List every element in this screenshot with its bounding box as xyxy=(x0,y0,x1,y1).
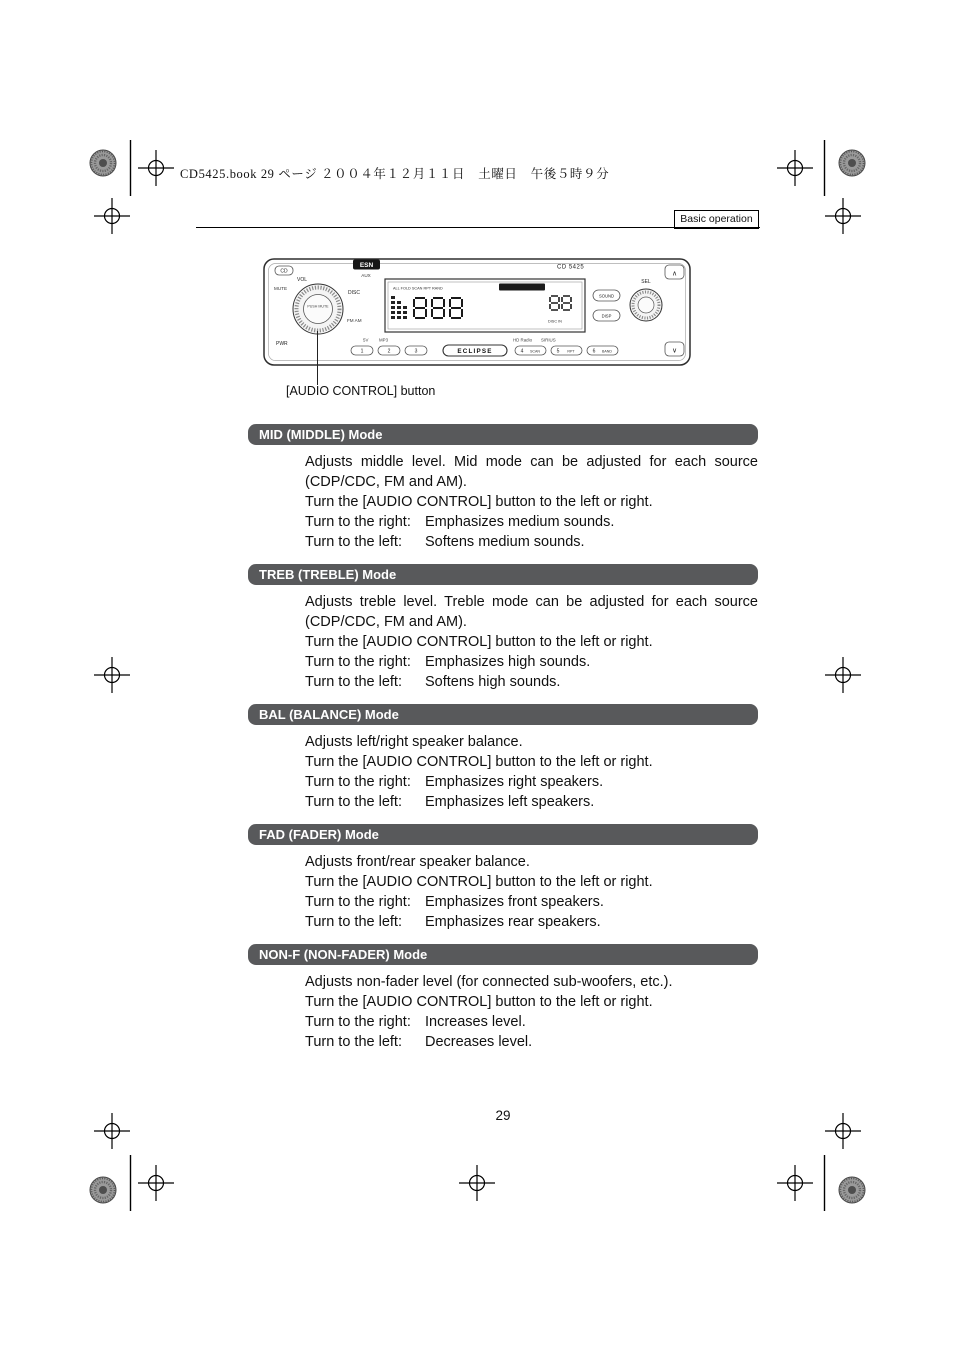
section-bal xyxy=(248,704,758,812)
header-rule xyxy=(196,227,760,228)
section-intro: Adjusts middle level. Mid mode can be adjusted for each source (CDP/CDC, FM and AM). xyxy=(305,454,758,490)
display-status-labels: ALL FOLD SCAN RPT RAND xyxy=(393,286,443,291)
preset-2: 2 xyxy=(387,348,391,355)
section-body xyxy=(305,972,758,1052)
crosshair-mark xyxy=(825,198,861,234)
section-title: MID (MIDDLE) Mode xyxy=(259,427,383,442)
section-intro: Adjusts treble level. Treble mode can be adjusted for each source (CDP/CDC, FM and AM). xyxy=(305,594,758,630)
turn-left-label: Turn to the left: xyxy=(305,794,402,810)
turn-right-text: Emphasizes medium sounds. xyxy=(425,514,615,530)
section-instruction: Turn the [AUDIO CONTROL] button to the left or right. xyxy=(305,494,653,510)
chevron-down-icon: ∨ xyxy=(671,347,678,355)
badge-mp3: MP3 xyxy=(379,337,389,343)
section-intro: Adjusts non-fader level (for connected sub-woofers, etc.). xyxy=(305,974,673,990)
section-heading xyxy=(248,824,758,845)
section-heading xyxy=(248,424,758,445)
preset-1: 1 xyxy=(360,348,364,355)
turn-left-label: Turn to the left: xyxy=(305,1034,402,1050)
section-fad xyxy=(248,824,758,932)
turn-left-row xyxy=(305,912,758,932)
turn-left-text: Softens high sounds. xyxy=(425,674,561,690)
turn-right-label: Turn to the right: xyxy=(305,514,411,530)
halftone-mark xyxy=(839,1177,865,1203)
section-body xyxy=(305,592,758,692)
turn-right-text: Emphasizes high sounds. xyxy=(425,654,591,670)
sel-label: SEL xyxy=(641,279,651,285)
crosshair-mark xyxy=(138,1165,174,1201)
section-intro: Adjusts left/right speaker balance. xyxy=(305,734,523,750)
turn-left-row xyxy=(305,1032,758,1052)
turn-left-row xyxy=(305,672,758,692)
turn-right-label: Turn to the right: xyxy=(305,774,411,790)
display-status-badge xyxy=(499,284,545,291)
disp-label: DISP xyxy=(601,313,612,319)
section-intro: Adjusts front/rear speaker balance. xyxy=(305,854,530,870)
esn-label: ESN xyxy=(359,262,374,270)
eclipse-logo: ECLIPSE xyxy=(457,348,493,356)
crosshair-mark xyxy=(94,198,130,234)
turn-right-row xyxy=(305,772,758,792)
turn-left-row xyxy=(305,532,758,552)
turn-left-label: Turn to the left: xyxy=(305,534,402,550)
stereo-illustration xyxy=(263,252,691,372)
badge-hd-radio: HD Radio xyxy=(513,337,533,343)
turn-left-text: Emphasizes left speakers. xyxy=(425,794,595,810)
halftone-mark xyxy=(90,150,116,176)
preset-6: 6 xyxy=(592,348,596,355)
section-heading xyxy=(248,944,758,965)
halftone-mark xyxy=(839,150,865,176)
vol-label: VOL xyxy=(297,277,308,283)
stereo-faceplate xyxy=(263,252,691,372)
crosshair-mark xyxy=(94,1113,130,1149)
model-label: CD 5425 xyxy=(557,264,585,271)
turn-right-label: Turn to the right: xyxy=(305,654,411,670)
section-title: TREB (TREBLE) Mode xyxy=(259,567,397,582)
section-heading xyxy=(248,564,758,585)
audio-control-caption: [AUDIO CONTROL] button xyxy=(286,384,436,398)
section-title: BAL (BALANCE) Mode xyxy=(259,707,399,722)
crosshair-mark xyxy=(825,657,861,693)
band-label: BAND xyxy=(602,349,612,354)
badge-sirius: SIRIUS xyxy=(541,337,556,343)
section-mid xyxy=(248,424,758,552)
turn-right-row xyxy=(305,512,758,532)
turn-right-row xyxy=(305,1012,758,1032)
rpt-label: RPT xyxy=(567,349,575,354)
crosshair-mark xyxy=(94,657,130,693)
section-instruction: Turn the [AUDIO CONTROL] button to the left or right. xyxy=(305,994,653,1010)
turn-right-text: Emphasizes front speakers. xyxy=(425,894,604,910)
crosshair-mark xyxy=(825,1113,861,1149)
turn-right-row xyxy=(305,652,758,672)
lcd-display xyxy=(385,279,585,332)
crosshair-mark xyxy=(138,150,174,186)
audio-control-knob xyxy=(293,284,343,334)
section-title: FAD (FADER) Mode xyxy=(259,827,379,842)
section-body xyxy=(305,452,758,552)
disc-in-label: DISC IN xyxy=(548,319,562,324)
turn-right-text: Increases level. xyxy=(425,1014,526,1030)
content-column xyxy=(248,424,758,1064)
halftone-mark xyxy=(90,1177,116,1203)
badge-5v: 5V xyxy=(363,337,369,343)
esn-logo xyxy=(353,260,380,270)
sound-label: SOUND xyxy=(598,293,615,299)
pwr-label: PWR xyxy=(276,341,288,347)
section-instruction: Turn the [AUDIO CONTROL] button to the left or right. xyxy=(305,754,653,770)
turn-right-row xyxy=(305,892,758,912)
push-mute-label: PUSH MUTE xyxy=(307,304,329,309)
turn-right-label: Turn to the right: xyxy=(305,894,411,910)
fm-am-label: FM AM xyxy=(347,318,362,323)
turn-right-label: Turn to the right: xyxy=(305,1014,411,1030)
chapter-label: Basic operation xyxy=(674,210,759,229)
caption-leader-line xyxy=(317,331,318,385)
turn-left-label: Turn to the left: xyxy=(305,674,402,690)
preset-4: 4 xyxy=(520,348,524,355)
preset-3: 3 xyxy=(414,348,418,355)
turn-left-text: Softens medium sounds. xyxy=(425,534,585,550)
scan-label: SCAN xyxy=(530,349,540,354)
chevron-up-icon: ∧ xyxy=(671,270,678,278)
cd-label: CD xyxy=(280,268,288,275)
crosshair-mark xyxy=(777,1165,813,1201)
turn-left-text: Decreases level. xyxy=(425,1034,533,1050)
disc-label: DISC xyxy=(348,290,360,296)
crosshair-mark xyxy=(459,1165,495,1201)
turn-left-text: Emphasizes rear speakers. xyxy=(425,914,601,930)
turn-left-label: Turn to the left: xyxy=(305,914,402,930)
section-body xyxy=(305,732,758,812)
section-nonf xyxy=(248,944,758,1052)
turn-right-text: Emphasizes right speakers. xyxy=(425,774,604,790)
page-number: 29 xyxy=(495,1108,511,1123)
section-title: NON-F (NON-FADER) Mode xyxy=(259,947,428,962)
aux-label: AUX xyxy=(361,272,371,278)
preset-5: 5 xyxy=(556,348,560,355)
section-heading xyxy=(248,704,758,725)
section-instruction: Turn the [AUDIO CONTROL] button to the left or right. xyxy=(305,634,653,650)
print-header: CD5425.book 29 ページ ２００４年１２月１１日 土曜日 午後５時９分 xyxy=(180,167,610,181)
section-instruction: Turn the [AUDIO CONTROL] button to the left or right. xyxy=(305,874,653,890)
turn-left-row xyxy=(305,792,758,812)
section-treb xyxy=(248,564,758,692)
mute-label: MUTE xyxy=(274,286,288,291)
crosshair-mark xyxy=(777,150,813,186)
section-body xyxy=(305,852,758,932)
